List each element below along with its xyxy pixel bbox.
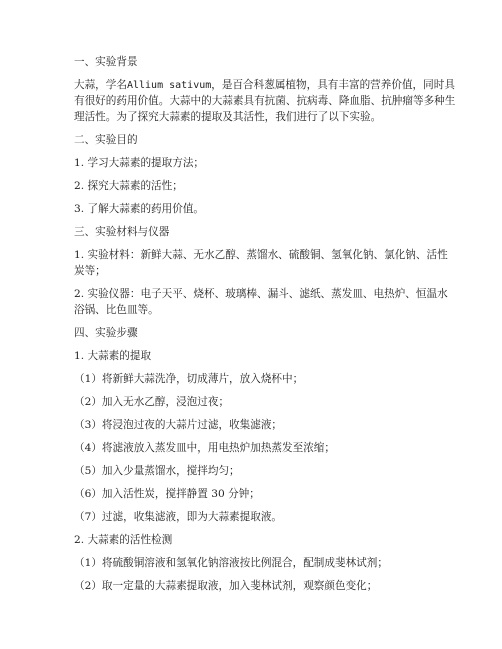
section-heading-materials: 三、实验材料与仪器 [74,226,170,238]
paragraph-text: ，是百合科葱属植物，具有丰富的营养价值，同时具 [211,79,455,91]
list-item: （7）过滤，收集滤液，即为大蒜素提取液。 [74,511,283,523]
list-item: （5）加入少量蒸馏水，搅拌均匀； [74,465,240,477]
list-item: （6）加入活性炭，搅拌静置 30 分钟； [74,488,260,500]
list-item: （3）将浸泡过夜的大蒜片过滤，收集滤液； [74,419,283,431]
subsection-title: 2. 大蒜素的活性检测 [74,534,173,546]
list-item: 3. 了解大蒜素的药用价值。 [74,203,205,215]
paragraph-line: 2. 实验仪器：电子天平、烧杯、玻璃棒、漏斗、滤纸、蒸发皿、电热炉、恒温水 [74,288,448,300]
section-heading-steps: 四、实验步骤 [74,327,138,339]
paragraph-line: 浴锅、比色皿等。 [74,304,159,316]
paragraph-line: 1. 实验材料：新鲜大蒜、无水乙醇、蒸馏水、硫酸铜、氢氧化钠、氯化钠、活性 [74,249,448,261]
paragraph-line: 理活性。为了探究大蒜素的提取及其活性，我们进行了以下实验。 [74,111,382,123]
list-item: （1）将硫酸铜溶液和氢氧化钠溶液按比例混合，配制成斐林试剂； [74,557,388,569]
list-item: 1. 学习大蒜素的提取方法； [74,157,205,169]
paragraph-line: 炭等； [74,265,106,277]
list-item: （2）加入无水乙醇，浸泡过夜； [74,396,230,408]
paragraph-line [74,78,455,93]
section-heading-purpose: 二、实验目的 [74,134,138,146]
subsection-title: 1. 大蒜素的提取 [74,350,152,362]
latin-name: Allium sativum [126,80,212,91]
list-item: （2）取一定量的大蒜素提取液，加入斐林试剂，观察颜色变化； [74,580,378,592]
paragraph-text: 大蒜，学名 [74,79,127,91]
section-heading-background: 一、实验背景 [74,56,138,68]
paragraph-line: 有很好的药用价值。大蒜中的大蒜素具有抗菌、抗病毒、降血脂、抗肿瘤等多种生 [74,95,456,107]
list-item: 2. 探究大蒜素的活性； [74,180,183,192]
list-item: （4）将滤液放入蒸发皿中，用电热炉加热蒸发至浓缩； [74,442,335,454]
list-item: （1）将新鲜大蒜洗净，切成薄片，放入烧杯中； [74,373,304,385]
